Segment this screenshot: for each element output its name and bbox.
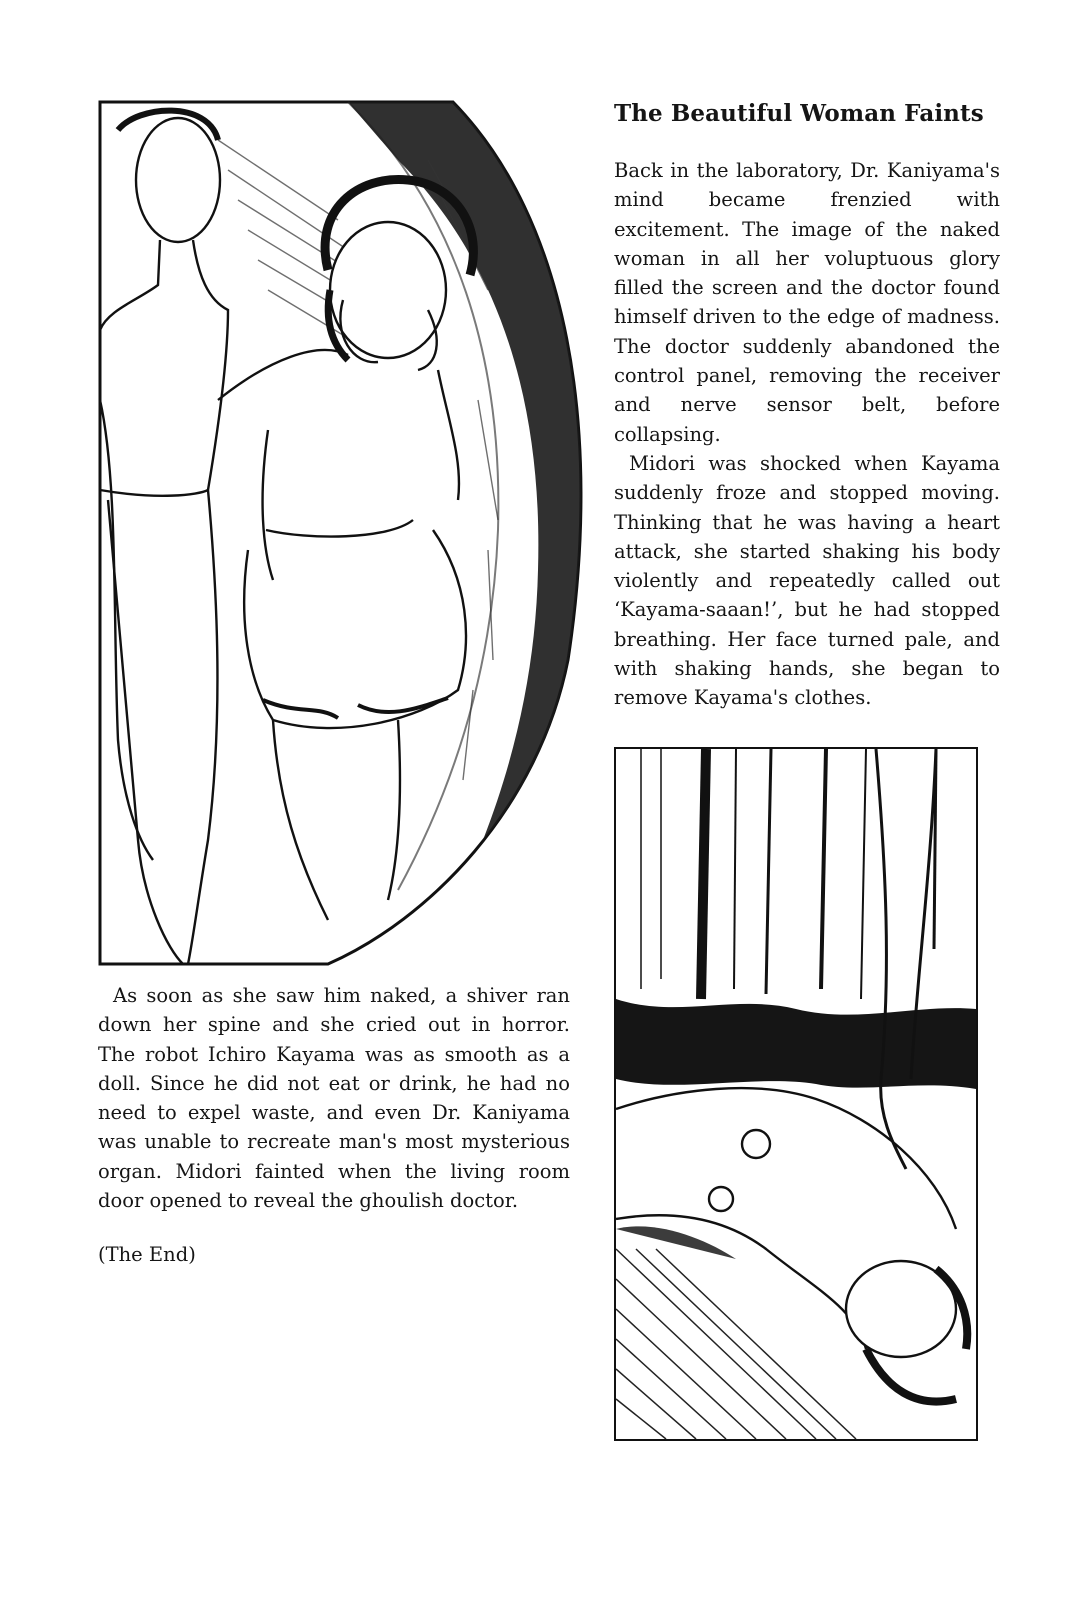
illustration-top [98, 100, 598, 966]
section-heading: The Beautiful Woman Faints [614, 100, 984, 127]
right-text-column [614, 156, 1000, 713]
illustration-bottom [614, 747, 978, 1441]
illustration-bottom-art [616, 749, 976, 1439]
paragraph: Back in the laboratory, Dr. Kaniyama's mind became frenzied with excitement. The image of the naked woman in all her voluptuous glory filled the screen and the doctor found himself driven to the edge of madness. The doctor suddenly abandoned the control panel, removing the receiver and nerve sensor belt, before collapsing. [614, 159, 1000, 446]
paragraph: Midori was shocked when Kayama suddenly froze and stopped moving. Thinking that he was having a heart attack, she started shaking his body violently and repeatedly called out ‘Kayama-saaan!’, but he had stopped breathing. Her face turned pale, and with shaking hands, she began to remove Kayama's clothes. [614, 451, 1000, 710]
illustration-top-art [98, 100, 598, 966]
left-text-column [98, 981, 570, 1215]
the-end-label: (The End) [98, 1243, 196, 1266]
paragraph: As soon as she saw him naked, a shiver ran down her spine and she cried out in horror. The robot Ichiro Kayama was as smooth as a doll. Since he did not eat or drink, he had no need to expel waste, and even Dr. Kaniyama was unable to recreate man's most mysterious organ. Midori fainted when the living room door opened to reveal the ghoulish doctor. [98, 984, 570, 1213]
